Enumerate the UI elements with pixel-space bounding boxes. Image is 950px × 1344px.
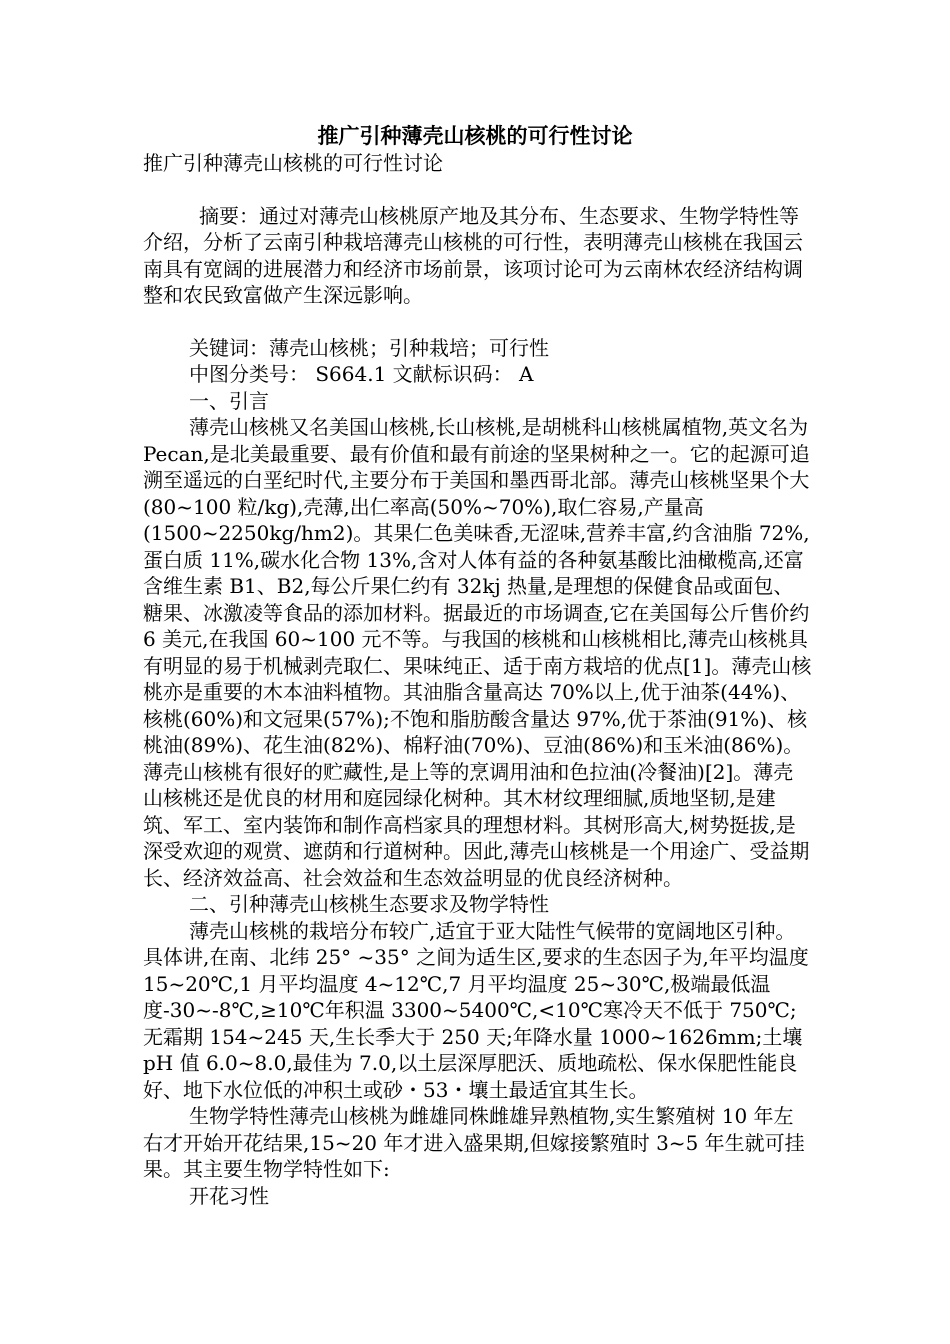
classification-line: 中图分类号： S664.1 文献标识码： A [189, 362, 534, 386]
ecology-paragraph: 薄壳山核桃的栽培分布较广,适宜于亚大陆性气候带的宽阔地区引种。具体讲,在南、北纬 25° ~35° 之间为适生区,要求的生态因子为,年平均温度 15~20℃,1 月平均温度 4~12℃,7 月平均温度 25~30℃,极端最低温度-30~-8℃,≥10℃年积温 3300~5400℃,<10℃寒冷天不低于 750℃;无霜期 154~245 天,生长季大于 250 天;年降水量 1000~1626mm;土壤 pH 值 6.0~8.0,最佳为 7.0,以土层深厚肥沃、质地疏松、保水保肥性能良好、地下水位低的冲积土或砂・53・壤土最适宜其生长。 [143, 918, 809, 1102]
abstract-paragraph: 摘要：通过对薄壳山核桃原产地及其分布、生态要求、生物学特性等介绍，分析了云南引种栽培薄壳山核桃的可行性，表明薄壳山核桃在我国云南具有宽阔的进展潜力和经济市场前景，该项讨论可为云南林农经济结构调整和农民致富做产生深远影响。 [143, 203, 803, 307]
introduction-paragraph: 薄壳山核桃又名美国山核桃,长山核桃,是胡桃科山核桃属植物,英文名为Pecan,是北美最重要、最有价值和最有前途的坚果树种之一。它的起源可追溯至遥远的白垩纪时代,主要分布于美国和墨西哥北部。薄壳山核桃坚果个大(80~100 粒/kg),壳薄,出仁率高(50%~70%),取仁容易,产量高(1500~2250kg/hm2)。其果仁色美味香,无涩味,营养丰富,约含油脂 72%,蛋白质 11%,碳水化合物 13%,含对人体有益的各种氨基酸比油橄榄高,还富含维生素 B1、B2,每公斤果仁约有 32kj 热量,是理想的保健食品或面包、糖果、冰激凌等食品的添加材料。据最近的市场调查,它在美国每公斤售价约 6 美元,在我国 60~100 元不等。与我国的核桃和山核桃相比,薄壳山核桃具有明显的易于机械剥壳取仁、果味纯正、适于南方栽培的优点[1]。薄壳山核桃亦是重要的木本油料植物。其油脂含量高达 70%以上,优于油茶(44%)、核桃(60%)和文冠果(57%);不饱和脂肪酸含量达 97%,优于茶油(91%)、核桃油(89%)、花生油(82%)、棉籽油(70%)、豆油(86%)和玉米油(86%)。薄壳山核桃有很好的贮藏性,是上等的烹调用油和色拉油(冷餐油)[2]。薄壳山核桃还是优良的材用和庭园绿化树种。其木材纹理细腻,质地坚韧,是建筑、军工、室内装饰和制作高档家具的理想材料。其树形高大,树势挺拔,是深受欢迎的观赏、遮荫和行道树种。因此,薄壳山核桃是一个用途广、受益期长、经济效益高、社会效益和生态效益明显的优良经济树种。 [143, 415, 812, 890]
section-heading-ecology: 二、引种薄壳山核桃生态要求及物学特性 [189, 892, 549, 916]
document-subtitle: 推广引种薄壳山核桃的可行性讨论 [143, 151, 443, 175]
document-title: 推广引种薄壳山核桃的可行性讨论 [317, 124, 633, 148]
keywords-line: 关键词：薄壳山核桃；引种栽培；可行性 [189, 335, 549, 360]
section-heading-introduction: 一、引言 [189, 388, 269, 413]
biology-paragraph: 生物学特性薄壳山核桃为雌雄同株雌雄异熟植物,实生繁殖树 10 年左右才开始开花结果,15~20 年才进入盛果期,但嫁接繁殖时 3~5 年生就可挂果。其主要生物学特性如下: [143, 1104, 805, 1181]
subheading-flowering: 开花习性 [189, 1183, 269, 1208]
document-body [143, 150, 813, 1209]
